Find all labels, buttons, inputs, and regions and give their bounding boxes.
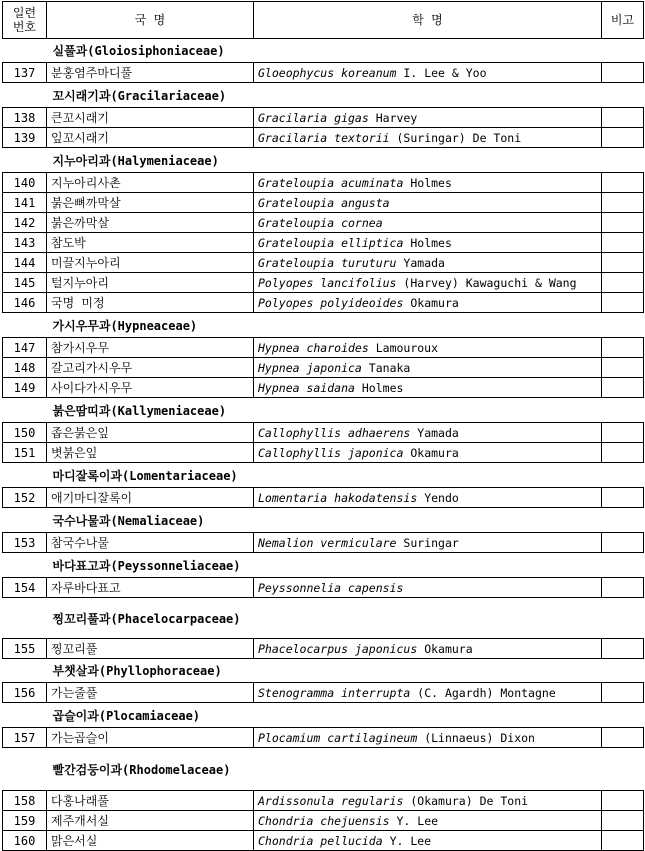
header-serial-line1: 일련 (12, 6, 37, 20)
remarks-cell (602, 728, 644, 748)
scientific-name (254, 639, 602, 659)
family-heading: 꼬시래기과(Gracilariaceae) (52, 89, 227, 103)
korean-name: 털지누아리 (47, 273, 254, 293)
family-heading: 붉은땀띠과(Kallymeniaceae) (52, 404, 227, 418)
header-serial-line2: 번호 (12, 20, 37, 34)
scientific-name (254, 683, 602, 703)
binomial-name: Grateloupia acuminata (258, 175, 404, 190)
table-row (3, 253, 644, 273)
serial-number: 159 (3, 811, 47, 831)
table-row (3, 213, 644, 233)
korean-name: 다홍나래풀 (47, 791, 254, 811)
scientific-name (254, 378, 602, 398)
table-row (3, 128, 644, 148)
remarks-cell (602, 253, 644, 273)
author-citation: (Okamura) De Toni (410, 793, 529, 808)
table-row (3, 423, 644, 443)
family-row (3, 398, 644, 423)
scientific-name (254, 63, 602, 83)
korean-name: 자루바다표고 (47, 578, 254, 598)
author-citation: Tanaka (368, 360, 411, 375)
korean-name: 참도박 (47, 233, 254, 253)
table-row (3, 488, 644, 508)
author-citation: Holmes (361, 380, 404, 395)
author-citation: Okamura (410, 295, 459, 310)
korean-name: 지누아리사촌 (47, 173, 254, 193)
remarks-cell (602, 273, 644, 293)
korean-name: 붉은뼈까막살 (47, 193, 254, 213)
scientific-name (254, 173, 602, 193)
korean-name: 갈고리가시우무 (47, 358, 254, 378)
header-korean-name: 국 명 (47, 2, 254, 39)
binomial-name: Chondria chejuensis (258, 813, 390, 828)
table-row (3, 811, 644, 831)
binomial-name: Grateloupia angusta (258, 195, 390, 210)
family-heading: 가시우무과(Hypneaceae) (52, 319, 198, 333)
serial-number: 152 (3, 488, 47, 508)
author-citation: Okamura (424, 641, 473, 656)
binomial-name: Gloeophycus koreanum (258, 65, 397, 80)
remarks-cell (602, 358, 644, 378)
family-row (3, 598, 644, 639)
table-row (3, 173, 644, 193)
header-scientific-name: 학 명 (254, 2, 602, 39)
scientific-name (254, 728, 602, 748)
remarks-cell (602, 683, 644, 703)
korean-name: 가는줄풀 (47, 683, 254, 703)
scientific-name (254, 533, 602, 553)
korean-name: 볏붉은잎 (47, 443, 254, 463)
serial-number: 150 (3, 423, 47, 443)
family-row (3, 659, 644, 683)
binomial-name: Hypnea saidana (258, 380, 355, 395)
header-remarks: 비고 (602, 2, 644, 39)
scientific-name (254, 193, 602, 213)
remarks-cell (602, 533, 644, 553)
korean-name: 애기마디잘록이 (47, 488, 254, 508)
author-citation: Yendo (424, 490, 459, 505)
table-row (3, 358, 644, 378)
binomial-name: Stenogramma interrupta (258, 685, 411, 700)
table-row (3, 378, 644, 398)
author-citation: Yamada (403, 255, 445, 270)
remarks-cell (602, 488, 644, 508)
scientific-name (254, 108, 602, 128)
scientific-name (254, 293, 602, 313)
serial-number: 148 (3, 358, 47, 378)
species-table (2, 1, 644, 851)
scientific-name (254, 273, 602, 293)
table-row (3, 233, 644, 253)
binomial-name: Polyopes lancifolius (258, 275, 397, 290)
author-citation: Y. Lee (396, 813, 439, 828)
author-citation: Okamura (410, 445, 459, 460)
serial-number: 160 (3, 831, 47, 851)
family-row (3, 703, 644, 728)
korean-name: 붉은까막살 (47, 213, 254, 233)
table-row (3, 443, 644, 463)
binomial-name: Callophyllis adhaerens (258, 425, 411, 440)
binomial-name: Grateloupia elliptica (258, 235, 404, 250)
serial-number: 144 (3, 253, 47, 273)
family-spacer (3, 313, 47, 338)
scientific-name (254, 811, 602, 831)
table-row (3, 831, 644, 851)
korean-name: 가는곱슬이 (47, 728, 254, 748)
scientific-name (254, 791, 602, 811)
family-heading: 곱슬이과(Plocamiaceae) (52, 709, 201, 723)
remarks-cell (602, 108, 644, 128)
author-citation: Suringar (403, 535, 459, 550)
serial-number: 153 (3, 533, 47, 553)
author-citation: Harvey (375, 110, 418, 125)
remarks-cell (602, 173, 644, 193)
family-heading: 부챗살과(Phyllophoraceae) (52, 664, 222, 678)
family-spacer (3, 703, 47, 728)
table-row (3, 108, 644, 128)
serial-number: 138 (3, 108, 47, 128)
remarks-cell (602, 193, 644, 213)
family-row (3, 508, 644, 533)
serial-number: 141 (3, 193, 47, 213)
table-row (3, 578, 644, 598)
serial-number: 146 (3, 293, 47, 313)
serial-number: 137 (3, 63, 47, 83)
serial-number: 145 (3, 273, 47, 293)
table-row (3, 639, 644, 659)
serial-number: 140 (3, 173, 47, 193)
family-row (3, 148, 644, 173)
serial-number: 142 (3, 213, 47, 233)
family-spacer (3, 508, 47, 533)
scientific-name (254, 578, 602, 598)
author-citation: (Harvey) Kawaguchi & Wang (403, 275, 577, 290)
serial-number: 151 (3, 443, 47, 463)
remarks-cell (602, 338, 644, 358)
serial-number: 158 (3, 791, 47, 811)
family-row (3, 313, 644, 338)
author-citation: (Linnaeus) Dixon (424, 730, 535, 745)
remarks-cell (602, 213, 644, 233)
remarks-cell (602, 578, 644, 598)
scientific-name (254, 358, 602, 378)
korean-name: 찡꼬리풀 (47, 639, 254, 659)
remarks-cell (602, 128, 644, 148)
scientific-name (254, 338, 602, 358)
table-row (3, 193, 644, 213)
author-citation: Yamada (417, 425, 459, 440)
family-heading: 바다표고과(Peyssonneliaceae) (52, 559, 241, 573)
binomial-name: Plocamium cartilagineum (258, 730, 418, 745)
family-spacer (3, 148, 47, 173)
korean-name: 제주개서실 (47, 811, 254, 831)
family-spacer (3, 598, 47, 639)
serial-number: 143 (3, 233, 47, 253)
binomial-name: Hypnea charoides (258, 340, 369, 355)
korean-name: 참국수나물 (47, 533, 254, 553)
family-heading: 지누아리과(Halymeniaceae) (52, 154, 219, 168)
table-row (3, 728, 644, 748)
remarks-cell (602, 423, 644, 443)
binomial-name: Ardissonula regularis (258, 793, 404, 808)
remarks-cell (602, 811, 644, 831)
author-citation: Y. Lee (389, 833, 432, 848)
scientific-name (254, 443, 602, 463)
family-spacer (3, 659, 47, 683)
remarks-cell (602, 63, 644, 83)
serial-number: 155 (3, 639, 47, 659)
family-spacer (3, 398, 47, 423)
remarks-cell (602, 378, 644, 398)
binomial-name: Callophyllis japonica (258, 445, 404, 460)
serial-number: 139 (3, 128, 47, 148)
remarks-cell (602, 831, 644, 851)
header-row (3, 2, 644, 39)
family-spacer (3, 39, 47, 63)
remarks-cell (602, 443, 644, 463)
family-row (3, 748, 644, 791)
remarks-cell (602, 233, 644, 253)
scientific-name (254, 213, 602, 233)
family-spacer (3, 748, 47, 791)
scientific-name (254, 128, 602, 148)
korean-name: 참가시우무 (47, 338, 254, 358)
binomial-name: Hypnea japonica (258, 360, 362, 375)
binomial-name: Gracilaria textorii (258, 130, 390, 145)
scientific-name (254, 233, 602, 253)
binomial-name: Peyssonnelia capensis (258, 580, 404, 595)
family-heading: 국수나물과(Nemaliaceae) (52, 514, 205, 528)
table-row (3, 338, 644, 358)
remarks-cell (602, 293, 644, 313)
remarks-cell (602, 639, 644, 659)
table-row (3, 791, 644, 811)
binomial-name: Gracilaria gigas (258, 110, 369, 125)
family-row (3, 39, 644, 63)
korean-name: 분홍염주마디풀 (47, 63, 254, 83)
binomial-name: Nemalion vermiculare (258, 535, 397, 550)
serial-number: 154 (3, 578, 47, 598)
family-spacer (3, 83, 47, 108)
korean-name: 맑은서실 (47, 831, 254, 851)
serial-number: 147 (3, 338, 47, 358)
serial-number: 156 (3, 683, 47, 703)
scientific-name (254, 488, 602, 508)
family-row (3, 83, 644, 108)
scientific-name (254, 831, 602, 851)
korean-name: 잎꼬시래기 (47, 128, 254, 148)
author-citation: (C. Agardh) Montagne (417, 685, 556, 700)
binomial-name: Chondria pellucida (258, 833, 383, 848)
family-heading: 빨간검둥이과(Rhodomelaceae) (52, 762, 231, 777)
table-row (3, 683, 644, 703)
serial-number: 149 (3, 378, 47, 398)
author-citation: Lamouroux (375, 340, 439, 355)
family-heading: 실풀과(Gloiosiphoniaceae) (52, 44, 225, 58)
korean-name: 큰꼬시래기 (47, 108, 254, 128)
scientific-name (254, 253, 602, 273)
family-row (3, 463, 644, 488)
table-row (3, 63, 644, 83)
binomial-name: Polyopes polyideoides (258, 295, 404, 310)
author-citation: (Suringar) De Toni (396, 130, 522, 145)
binomial-name: Grateloupia cornea (258, 215, 383, 230)
author-citation: Holmes (410, 235, 452, 250)
binomial-name: Phacelocarpus japonicus (258, 641, 418, 656)
author-citation: Holmes (410, 175, 452, 190)
korean-name: 미끌지누아리 (47, 253, 254, 273)
serial-number: 157 (3, 728, 47, 748)
korean-name: 좁은붉은잎 (47, 423, 254, 443)
family-row (3, 553, 644, 578)
header-serial-number (3, 2, 47, 39)
korean-name: 국명 미정 (47, 293, 254, 313)
korean-name: 사이다가시우무 (47, 378, 254, 398)
table-row (3, 293, 644, 313)
family-heading: 마디잘록이과(Lomentariaceae) (52, 469, 238, 483)
binomial-name: Grateloupia turuturu (258, 255, 397, 270)
family-heading: 찡꼬리풀과(Phacelocarpaceae) (52, 611, 241, 626)
scientific-name (254, 423, 602, 443)
author-citation: I. Lee & Yoo (403, 65, 487, 80)
binomial-name: Lomentaria hakodatensis (258, 490, 418, 505)
table-row (3, 273, 644, 293)
table-row (3, 533, 644, 553)
remarks-cell (602, 791, 644, 811)
family-spacer (3, 463, 47, 488)
family-spacer (3, 553, 47, 578)
